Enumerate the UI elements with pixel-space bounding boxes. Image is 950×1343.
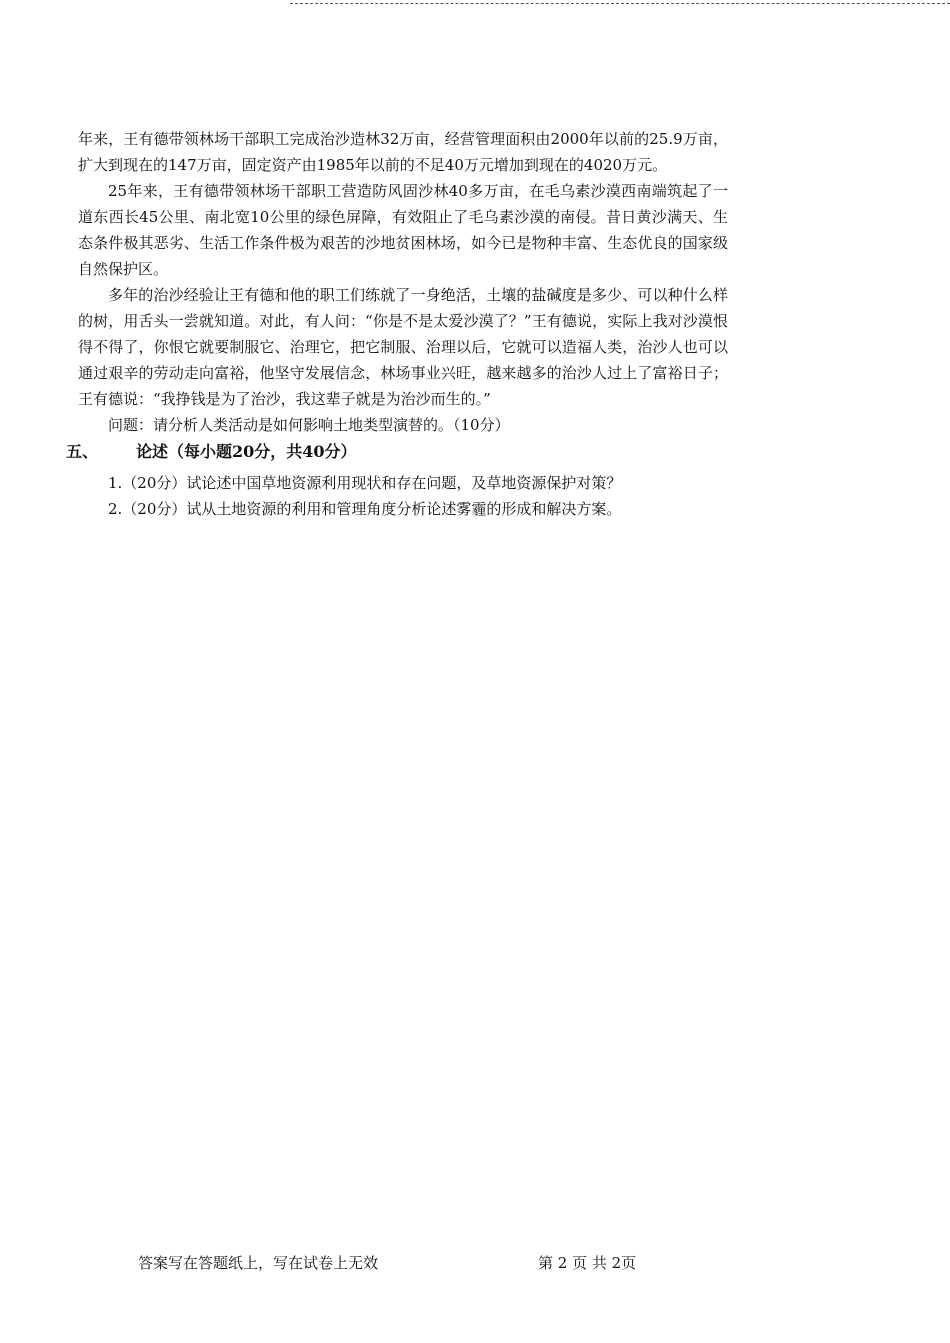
section-number: 五、 — [66, 442, 99, 461]
essay-question-2: 2.（20分）试从土地资源的利用和管理角度分析论述雾霾的形成和解决方案。 — [108, 500, 622, 518]
section-title: 论述（每小题20分，共40分） — [136, 442, 357, 461]
exam-page-body — [66, 126, 728, 522]
essay-question-list — [78, 470, 728, 522]
paragraph-achievements: 25年来，王有德带领林场干部职工营造防风固沙林40多万亩，在毛乌素沙漠西南端筑起了一道东西长45公里、南北宽10公里的绿色屏障，有效阻止了毛乌素沙漠的南侵。昔日黄沙满天、生态条件极其恶劣、生活工作条件极为艰苦的沙地贫困林场，如今已是物种丰富、生态优良的国家级自然保护区。 — [78, 182, 728, 278]
section-five-heading — [66, 438, 728, 466]
essay-question-1: 1.（20分）试论述中国草地资源利用现状和存在问题，及草地资源保护对策？ — [108, 474, 622, 492]
top-edge-rule — [290, 3, 950, 4]
footer-answer-note: 答案写在答题纸上，写在试卷上无效 — [138, 1254, 379, 1272]
question-prompt: 问题：请分析人类活动是如何影响土地类型演替的。（10分） — [108, 416, 510, 434]
paragraph-continued: 年来，王有德带领林场干部职工完成治沙造林32万亩，经营管理面积由2000年以前的25.9万亩，扩大到现在的147万亩，固定资产由1985年以前的不足40万元增加到现在的4020万元。 — [78, 130, 728, 174]
footer-page-number: 第 2 页 共 2页 — [538, 1254, 637, 1272]
paragraph-experience: 多年的治沙经验让王有德和他的职工们练就了一身绝活，土壤的盐碱度是多少、可以种什么样的树，用舌头一尝就知道。对此，有人问：“你是不是太爱沙漠了？”王有德说，实际上我对沙漠恨得不得了，你恨它就要制服它、治理它，把它制服、治理以后，它就可以造福人类，治沙人也可以通过艰辛的劳动走向富裕，他坚守发展信念，林场事业兴旺，越来越多的治沙人过上了富裕日子；王有德说：“我挣钱是为了治沙，我这辈子就是为治沙而生的。” — [78, 286, 728, 408]
